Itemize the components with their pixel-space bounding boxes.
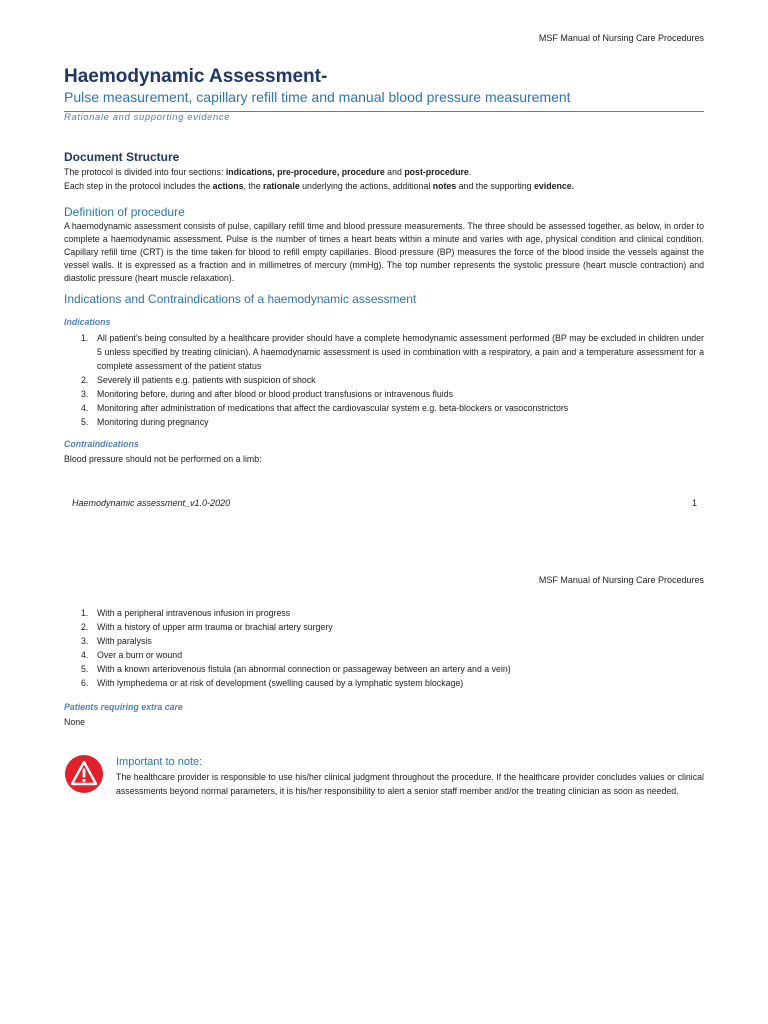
list-item-text: With a peripheral intravenous infusion in progress <box>97 608 291 618</box>
important-note-title: Important to note: <box>116 756 203 768</box>
list-item-text: With paralysis <box>97 636 152 646</box>
list-item <box>64 387 704 401</box>
running-header: MSF Manual of Nursing Care Procedures <box>538 33 704 43</box>
list-item <box>64 331 704 373</box>
indications-label: Indications <box>64 317 111 327</box>
list-number: 4. <box>81 650 89 660</box>
list-number: 1. <box>81 608 89 618</box>
list-number: 2. <box>81 375 89 385</box>
list-number: 1. <box>81 333 89 343</box>
footer-page-number: 1 <box>692 498 698 508</box>
list-item <box>64 662 704 676</box>
contraindications-intro: Blood pressure should not be performed on a limb: <box>64 454 262 464</box>
extra-care-label: Patients requiring extra care <box>64 702 183 712</box>
list-item-text: All patient’s being consulted by a healthcare provider should have a complete hemodynamic assessment performed (BP may be excluded in children under 5 unless specified by treating clinician). A haemodynamic assessment is used in combination with a respiratory, a pain and a temperature assessment for a complete assessment of the patient status <box>97 333 704 371</box>
list-number: 3. <box>81 636 89 646</box>
text-run: , the <box>243 181 264 191</box>
text-run: The protocol is divided into four sections: <box>64 167 226 177</box>
text-run: . <box>468 167 472 177</box>
text-run: and <box>384 167 405 177</box>
indications-heading: Indications and Contraindications of a haemodynamic assessment <box>64 292 417 306</box>
list-item-text: With a history of upper arm trauma or brachial artery surgery <box>97 622 333 632</box>
text-run: underlying the actions, additional <box>299 181 433 191</box>
rationale-caption: Rationale and supporting evidence <box>64 112 231 123</box>
doc-structure-heading: Document Structure <box>64 150 180 164</box>
list-item <box>64 373 704 387</box>
contraindications-label: Contraindications <box>64 439 139 449</box>
list-item <box>64 606 704 620</box>
list-number: 2. <box>81 622 89 632</box>
definition-paragraph: A haemodynamic assessment consists of pulse, capillary refill time and blood pressure measurements. The three should be assessed together, as below, in order to complete a haemodynamic assessment. Pulse is the number of times a heart beats within a minute and varies with age, physical condition and clinical condition. Capillary refill time (CRT) is the time taken for blood to refill empty capillaries. Blood pressure (BP) measures the force of the blood inside the vessels against the vessel walls. It is expressed as a fraction and in millimetres of mercury (mmHg). The top number represents the systolic pressure (heart muscle contraction) and diastolic pressure (heart muscle relaxation). <box>64 221 704 283</box>
indications-list <box>64 331 704 429</box>
list-number: 5. <box>81 664 89 674</box>
list-item <box>64 676 704 690</box>
list-item-text: Monitoring before, during and after blood or blood product transfusions or intravenous fluids <box>97 389 453 399</box>
doc-structure-line-2 <box>64 180 704 193</box>
running-header: MSF Manual of Nursing Care Procedures <box>538 575 704 585</box>
list-number: 3. <box>81 389 89 399</box>
list-item <box>64 634 704 648</box>
text-run: and the supporting <box>456 181 534 191</box>
bold-run: indications, pre-procedure, procedure <box>225 167 385 177</box>
list-item <box>64 620 704 634</box>
list-item <box>64 415 704 429</box>
text-run: Each step in the protocol includes the <box>64 181 213 191</box>
bold-run: notes <box>432 181 457 191</box>
list-item-text: With a known arteriovenous fistula (an abnormal connection or passageway between an artery and a vein) <box>97 664 511 674</box>
list-item-text: Severely ill patients e.g. patients with suspicion of shock <box>97 375 316 385</box>
footer-doc-id: Haemodynamic assessment_v1.0-2020 <box>72 498 231 508</box>
list-number: 4. <box>81 403 89 413</box>
bold-run: evidence. <box>533 181 575 191</box>
definition-heading: Definition of procedure <box>64 205 185 219</box>
list-item <box>64 401 704 415</box>
list-item-text: Monitoring during pregnancy <box>97 417 209 427</box>
page-subtitle: Pulse measurement, capillary refill time and manual blood pressure measurement <box>64 89 571 105</box>
doc-structure-line-1 <box>64 166 704 179</box>
extra-care-text: None <box>64 717 86 727</box>
list-item <box>64 648 704 662</box>
list-number: 6. <box>81 678 89 688</box>
page-title: Haemodynamic Assessment- <box>64 66 328 87</box>
list-item-text: Over a burn or wound <box>97 650 183 660</box>
list-item-text: Monitoring after administration of medications that affect the cardiovascular system e.g. beta-blockers or vasoconstrictors <box>97 403 569 413</box>
list-item-text: With lymphedema or at risk of development (swelling caused by a lymphatic system blockage) <box>97 678 464 688</box>
bold-run: actions <box>212 181 244 191</box>
bold-run: rationale <box>263 181 300 191</box>
bold-run: post-procedure <box>404 167 469 177</box>
important-note-text: The healthcare provider is responsible to use his/her clinical judgment throughout the procedure. If the healthcare provider concludes values or clinical assessments beyond normal parameters, it is his/her responsibility to alert a senior staff member and/or the treating clinician as soon as needed. <box>116 772 704 796</box>
warning-icon <box>65 755 103 793</box>
list-number: 5. <box>81 417 89 427</box>
contraindications-list <box>64 606 704 690</box>
